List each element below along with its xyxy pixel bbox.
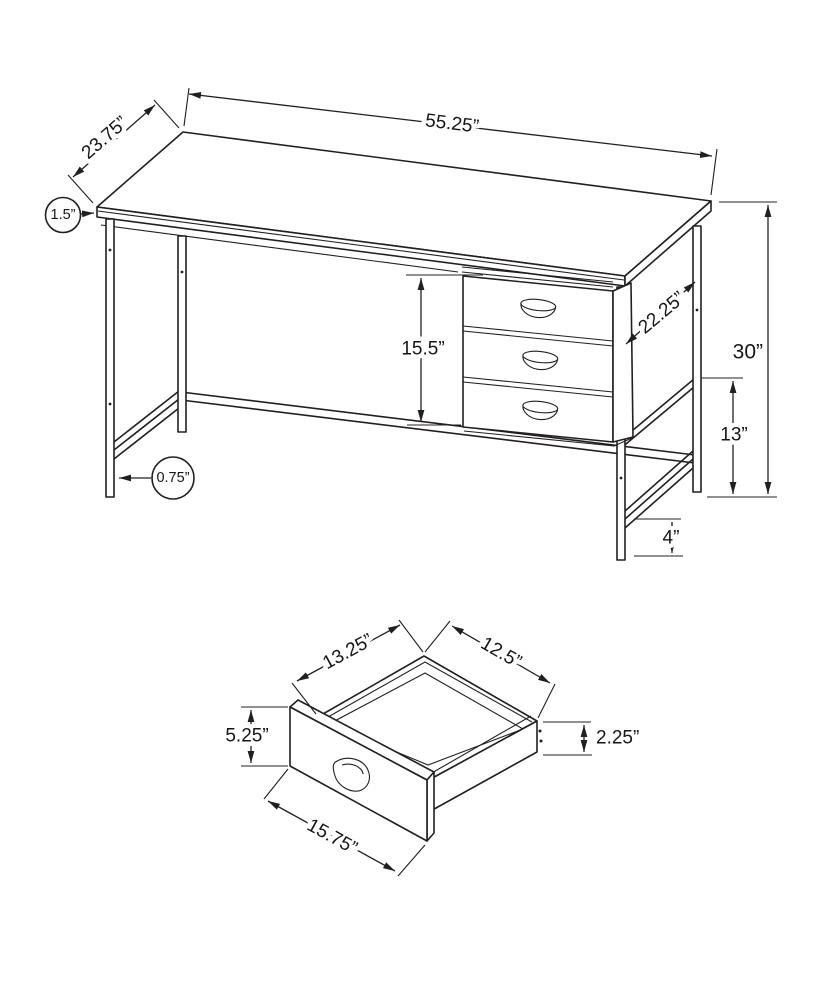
left-bottom-stretcher <box>114 391 179 459</box>
desk-top <box>97 132 711 286</box>
dim-side-height-label: 2.25” <box>596 727 640 749</box>
dim-base-clearance <box>634 519 683 556</box>
dim-side-depth-label: 22.25” <box>634 287 690 339</box>
callout-tube-thickness <box>119 457 194 499</box>
dim-side-height <box>543 722 639 755</box>
dim-overall-height-label: 30” <box>732 340 763 364</box>
dim-front-width-label: 15.75” <box>303 814 361 860</box>
right-bottom-stretcher <box>625 451 693 528</box>
dim-width-label: 55.25” <box>423 110 481 138</box>
drawer-drawing <box>225 620 639 876</box>
drawer-unit-front <box>463 276 613 442</box>
dim-base-clearance-label: 4” <box>662 527 680 549</box>
dim-inner-depth-right-label: 12.5” <box>476 633 526 673</box>
dim-shelf-height-label: 13” <box>720 424 748 446</box>
front-left-leg <box>106 219 114 497</box>
dim-open-height-label: 15.5” <box>401 338 445 360</box>
dim-overall-height <box>707 202 777 497</box>
dim-inner-depth-left-label: 13.25” <box>319 629 377 675</box>
back-right-leg <box>693 226 701 492</box>
dim-front-height-label: 5.25” <box>225 725 269 747</box>
back-left-leg <box>178 236 186 432</box>
drawer-unit-side <box>613 283 633 442</box>
drawer-unit <box>462 267 633 446</box>
desk-drawing <box>46 88 778 560</box>
callout-top-thickness <box>46 198 95 233</box>
dim-depth-label: 23.75” <box>77 112 133 164</box>
callout-tube-thickness-label: 0.75” <box>156 470 190 486</box>
dim-front-height <box>225 707 288 766</box>
callout-top-thickness-label: 1.5” <box>50 207 76 223</box>
dim-side-depth <box>626 282 695 344</box>
dim-shelf-height <box>701 378 748 494</box>
